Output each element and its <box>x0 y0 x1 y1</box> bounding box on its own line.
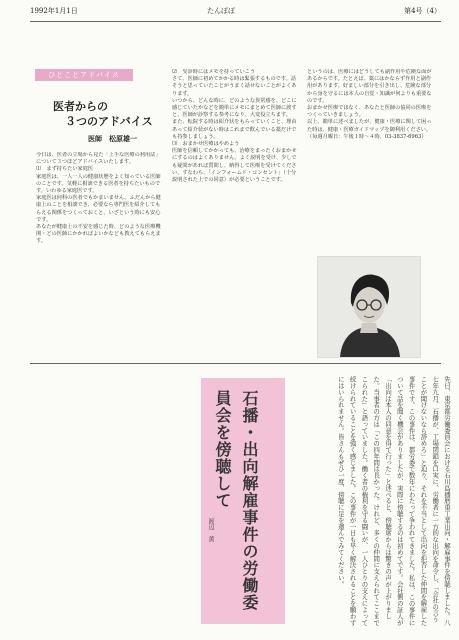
issue-number: 第4号（4） <box>404 7 441 15</box>
paragraph: 家庭医は、一人一人の健康状態をよく知っている医師のことです。気軽に相談できる医者を持ちたいものです。いわゆる家庭医です。 <box>36 173 161 195</box>
list-heading: ⑵ 受診時にはメモを持っていこう <box>172 69 256 75</box>
paragraph: さて、医師に初めてかかる時は緊張するものです。話そうと思っていたことがうまく話せないことがよくあります。 <box>172 76 297 97</box>
article-column-3 <box>307 69 434 252</box>
article-column-1 <box>36 152 163 352</box>
paragraph: 以上、簡単に述べましたが、健康・医療に関して困った時は、健康・医療ガイドマップを御利用ください。（毎週月曜日：午後１時〜４時、03-3837-6963） <box>307 119 432 140</box>
newsletter-name: たんぽぽ <box>207 7 235 15</box>
article2-byline: 渡辺 薫 <box>207 518 214 542</box>
list-heading: ⑴ まず持ちたい家庭医 <box>36 166 94 173</box>
article-divider <box>30 363 441 364</box>
list-heading: ⑶ おまかせ医療はやめよう <box>172 141 240 148</box>
header-rule <box>30 21 441 22</box>
article2-title: 石播・出向解雇事件の労働委員会を傍聴して <box>213 390 259 611</box>
article-author: 医師 松原雄一 <box>88 135 137 143</box>
article-title-line2: ３つのアドバイス <box>65 115 153 128</box>
paragraph: いつから、どんな時に、どのような異常感を、どこに感じていたかなどを簡単にメモにまとめて医師に渡すと、医師が診察する参考になり、大変役立ちます。 <box>172 97 297 119</box>
portrait-illustration <box>318 257 420 357</box>
paragraph: 家庭医は何科の医者でもかまいません。ふだんから健康上のことを相談でき、必要なら専門医を紹介してもらえる関係をつくっておくと、いざという時にも安心です。 <box>36 195 161 223</box>
paragraph: 医師を信頼してかかっても、治療をまったくおまかせにするのはよくありません。よく説明を受け、少しでも疑問があれば質問し、納得して医療を受けてください。すなわち、「インフォームド・コンセント」（十分説明された上での同意）が必要ということです。 <box>172 148 297 184</box>
author-photo <box>317 256 421 358</box>
article2-text: 先日、東京都労働委員会における石川島播磨重工業出向・解雇事件を傍聴しました。八七年九月、石播が、工場閉鎖を口実に、労働者に一方的な出向を命令し、「会社の言うことが聞けないなら辞めろ」と迫り、それを不当として出向を拒否した仲間を解雇した事件です。この事件は、都労委で数年にわたって争われてきました。私は、この事件について話を聞く機会がありましたが、実際に傍聴するのは初めてです。会社側の証人が「出向は本人の同意を得て行った」と述べると、傍聴席からは驚きの声が上がりました。当事者の方は「この四年間は長かった。けれど、多くの仲間に支えられてここまでこられた」と語っていました。働く者の権利を守る闘いが、一人ひとりの支えによって続けられていることを強く感じました。この事件が一日も早く解決されることを願わずにはいられません。皆さんもぜひ一度、傍聴に足を運んでみてください。 <box>336 376 451 626</box>
paragraph: 今日は、医者の立場から見た「上手な医療の利用法」について３つほどアドバイスいたします。 <box>36 152 161 166</box>
paragraph: あなたが健康上の不安を感じた時、どのような医療機関・どの医師にかかればよいかなども教えてもらえます。 <box>36 224 161 245</box>
issue-date: 1992年1月1日 <box>30 7 78 15</box>
paragraph: おまかせ医療ではなく、あなたと医師の協同の医療をつくっていきましょう。 <box>307 105 432 119</box>
article-title <box>53 99 153 129</box>
paragraph: というのは、医療にはどうしても副作用や危険な面があるからです。たとえば、薬にはかならず作用と副作用があります。好ましい部分を引き出し、危険な部分から身を守るには本人の自覚・知識が何よりも重要なのです。 <box>307 69 432 104</box>
paragraph: また、転院する時は紹介状をもらっていくこと、理由あって紹介状がない時はこれまで飲んでいる薬だけでも持参しましょう。 <box>172 119 297 140</box>
article-column-2 <box>172 69 299 352</box>
page-header <box>30 6 441 20</box>
section-label: ひとことアドバイス <box>35 69 133 81</box>
article-title-line1: 医者からの <box>53 100 108 113</box>
